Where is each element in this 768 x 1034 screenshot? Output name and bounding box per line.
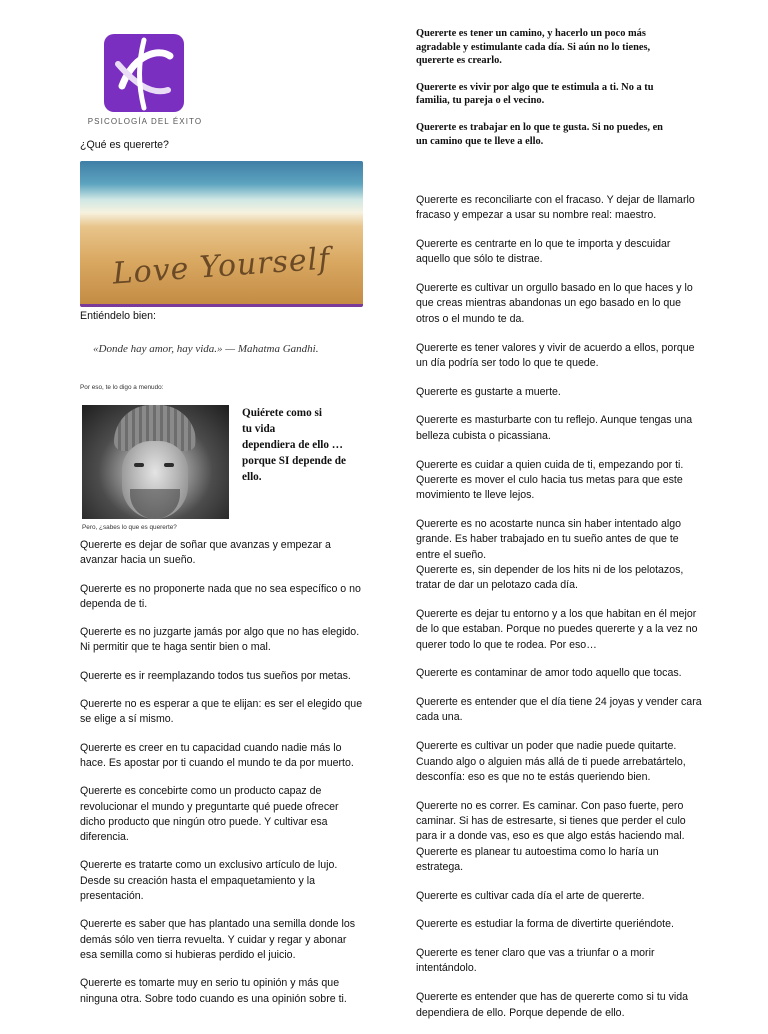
brand-logo-mark <box>104 34 184 112</box>
paragraph: Quererte es no juzgarte jamás por algo que no has elegido. Ni permitir que te haga sentir bien o mal. <box>80 626 360 654</box>
bold-paragraph: Quererte es tener un camino, y hacerlo un poco más agradable y estimulante cada día. Si aún no lo tienes, quererte es crearlo. <box>416 28 651 67</box>
double-helix-icon <box>104 34 184 112</box>
understand-label: Entiéndelo bien: <box>80 310 156 322</box>
left-eye <box>134 463 144 467</box>
gandhi-quote: «Donde hay amor, hay vida.» — Mahatma Gandhi. <box>93 343 319 355</box>
top-right-bold-column <box>416 27 716 161</box>
paragraph: Quererte es no acostarte nunca sin haber intentado algo grande. Es haber trabajado en tu sueño antes de que te entre el sueño. Quererte es, sin depender de los hits ni de los pelotazos, tratar de dar un pelotazo cada día. <box>416 517 684 592</box>
bold-paragraph: Quererte es vivir por algo que te estimula a ti. No a tu familia, tu pareja o el vecino. <box>416 81 654 107</box>
right-eye <box>164 463 174 467</box>
paragraph: Quererte no es correr. Es caminar. Con paso fuerte, pero caminar. Si has de estresarte, si tienes que perder el culo para ir a donde vas, eso es que algo estás haciendo mal. Quererte es planear tu autoestima como lo haría un estratega. <box>416 799 686 873</box>
paragraph: Quererte es tratarte como un exclusivo artículo de lujo. Desde su creación hasta el empaquetamiento y la presentación. <box>80 859 338 903</box>
bold-paragraph: Quererte es trabajar en lo que te gusta. Si no puedes, en un camino que te lleve a ello. <box>416 121 663 147</box>
paragraph: Quererte es dejar de soñar que avanzas y empezar a avanzar hacia un sueño. <box>80 539 331 567</box>
face <box>122 441 188 519</box>
paragraph: Quererte es no proponerte nada que no sea específico o no dependa de ti. <box>80 582 361 610</box>
paragraph: Quererte es tener claro que vas a triunfar o a morir intentándolo. <box>416 947 655 975</box>
paragraph: Quererte es centrarte en lo que te importa y descuidar aquello que sólo te distrae. <box>416 238 671 266</box>
headline-quote: Quiérete como si tu vida dependiera de ello … porque SI depende de ello. <box>242 407 346 483</box>
man-portrait-photo <box>82 405 229 519</box>
paragraph: Quererte es cultivar un orgullo basado en lo que haces y lo que creas mientras abandonas un ego basado en lo que otros o el mundo te da. <box>416 282 693 325</box>
often-label: Por eso, te lo digo a menudo: <box>80 384 164 391</box>
left-column <box>80 538 380 1020</box>
paragraph: Quererte es cultivar un poder que nadie puede quitarte. Cuando algo o alguien más allá de ti puede arrebatártelo, desconfía: eso es que no te estás queriendo bien. <box>416 740 686 783</box>
paragraph: Quererte es dejar tu entorno y a los que habitan en él mejor de lo que estaban. Porque no puedes quererte y a la vez no querer todo lo que te rodea. Por eso… <box>416 607 698 651</box>
portrait-caption: Pero, ¿sabes lo que es quererte? <box>82 524 177 531</box>
paragraph: Quererte es tener valores y vivir de acuerdo a ellos, porque un día podría ser todo lo que te quede. <box>416 341 695 369</box>
paragraph: Quererte es ir reemplazando todos tus sueños por metas. <box>80 669 351 682</box>
beach-sand-writing: Love Yourself <box>111 241 332 292</box>
paragraph: Quererte es cultivar cada día el arte de quererte. <box>416 889 645 902</box>
paragraph: Quererte es estudiar la forma de divertirte queriéndote. <box>416 918 674 931</box>
paragraph: Quererte es contaminar de amor todo aquello que tocas. <box>416 667 682 680</box>
question-title: ¿Qué es quererte? <box>80 139 169 151</box>
paragraph: Quererte es tomarte muy en serio tu opinión y más que ninguna otra. Sobre todo cuando es una opinión sobre ti. <box>80 977 347 1005</box>
love-yourself-beach-image <box>80 161 363 307</box>
brand-logo-text: PSICOLOGÍA DEL ÉXITO <box>87 117 203 126</box>
paragraph: Quererte es entender que el día tiene 24 joyas y vender cara cada una. <box>416 696 702 724</box>
beard <box>130 489 180 519</box>
paragraph: Quererte es saber que has plantado una semilla donde los demás sólo ven tierra revuelta. Y cuidar y regar y abonar esa semilla como si hubieras perdido el juicio. <box>80 918 356 961</box>
paragraph: Quererte es masturbarte con tu reflejo. Aunque tengas una belleza cubista o picassiana. <box>416 414 693 442</box>
paragraph: Quererte es gustarte a muerte. <box>416 385 561 398</box>
paragraph: Quererte es entender que has de quererte como si tu vida dependiera de ello. Porque depende de ello. <box>416 991 689 1019</box>
paragraph: Quererte es cuidar a quien cuida de ti, empezando por ti. Quererte es mover el culo hacia tus metas para que este movimiento te lleve lejos. <box>416 458 684 502</box>
paragraph: Quererte es reconciliarte con el fracaso. Y dejar de llamarlo fracaso y empezar a usar su nombre real: maestro. <box>416 194 695 222</box>
paragraph: Quererte no es esperar a que te elijan: es ser el elegido que se elige a sí mismo. <box>80 698 363 726</box>
right-column <box>416 193 726 1034</box>
paragraph: Quererte es creer en tu capacidad cuando nadie más lo hace. Es apostar por ti cuando el mundo te da por muerto. <box>80 741 354 769</box>
paragraph: Quererte es concebirte como un producto capaz de revolucionar el mundo y preguntarte qué puede ofrecer dicho producto que ningún otro puede. Y cultivar esa diferencia. <box>80 785 339 844</box>
